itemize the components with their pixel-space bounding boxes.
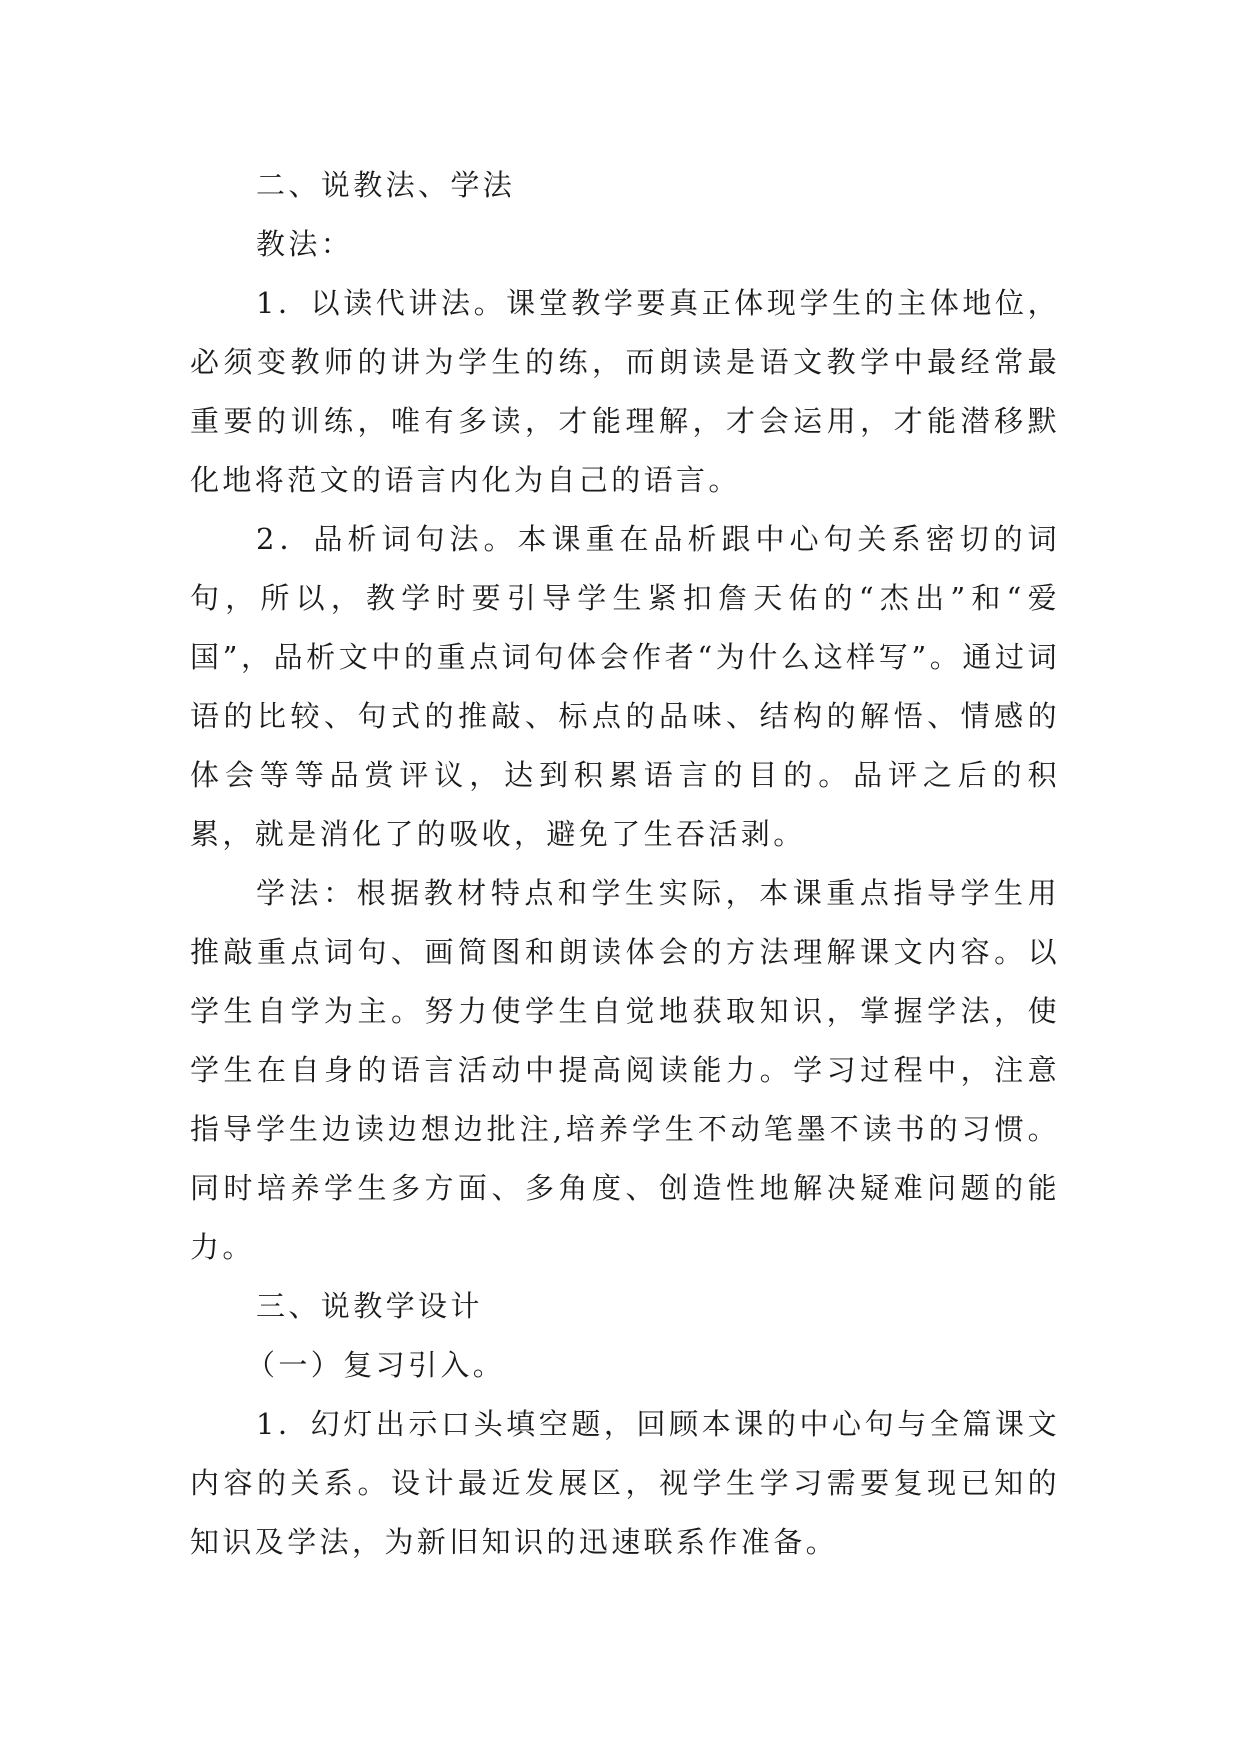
subheading-teaching-method: 教法： [256, 227, 354, 261]
paragraph-learning-method: 学法：根据教材特点和学生实际，本课重点指导学生用推敲重点词句、画简图和朗读体会的方法理解课文内容。以学生自学为主。努力使学生自觉地获取知识，掌握学法，使学生在自身的语言活动中提高阅读能力。学习过程中，注意指导学生边读边想边批注,培养学生不动笔墨不读书的习惯。同时培养学生多方面、多角度、创造性地解决疑难问题的能力。 [190, 876, 1060, 1264]
document-body [190, 156, 1060, 1572]
paragraph-design-1: 1．幻灯出示口头填空题，回顾本课的中心句与全篇课文内容的关系。设计最近发展区，视学生学习需要复现已知的知识及学法，为新旧知识的迅速联系作准备。 [190, 1407, 1060, 1559]
section-heading-teaching-design: 三、说教学设计 [256, 1289, 483, 1323]
paragraph-method-2: 2．品析词句法。本课重在品析跟中心句关系密切的词句，所以，教学时要引导学生紧扣詹天佑的“杰出”和“爱国”，品析文中的重点词句体会作者“为什么这样写”。通过词语的比较、句式的推敲、标点的品味、结构的解悟、情感的体会等等品赏评议，达到积累语言的目的。品评之后的积累，就是消化了的吸收，避免了生吞活剥。 [190, 522, 1060, 851]
section-heading-teaching-methods: 二、说教法、学法 [256, 168, 516, 202]
subheading-review-intro: （一）复习引入。 [246, 1348, 506, 1382]
paragraph-method-1: 1．以读代讲法。课堂教学要真正体现学生的主体地位，必须变教师的讲为学生的练，而朗读是语文教学中最经常最重要的训练，唯有多读，才能理解，才会运用，才能潜移默化地将范文的语言内化为自己的语言。 [190, 286, 1060, 497]
